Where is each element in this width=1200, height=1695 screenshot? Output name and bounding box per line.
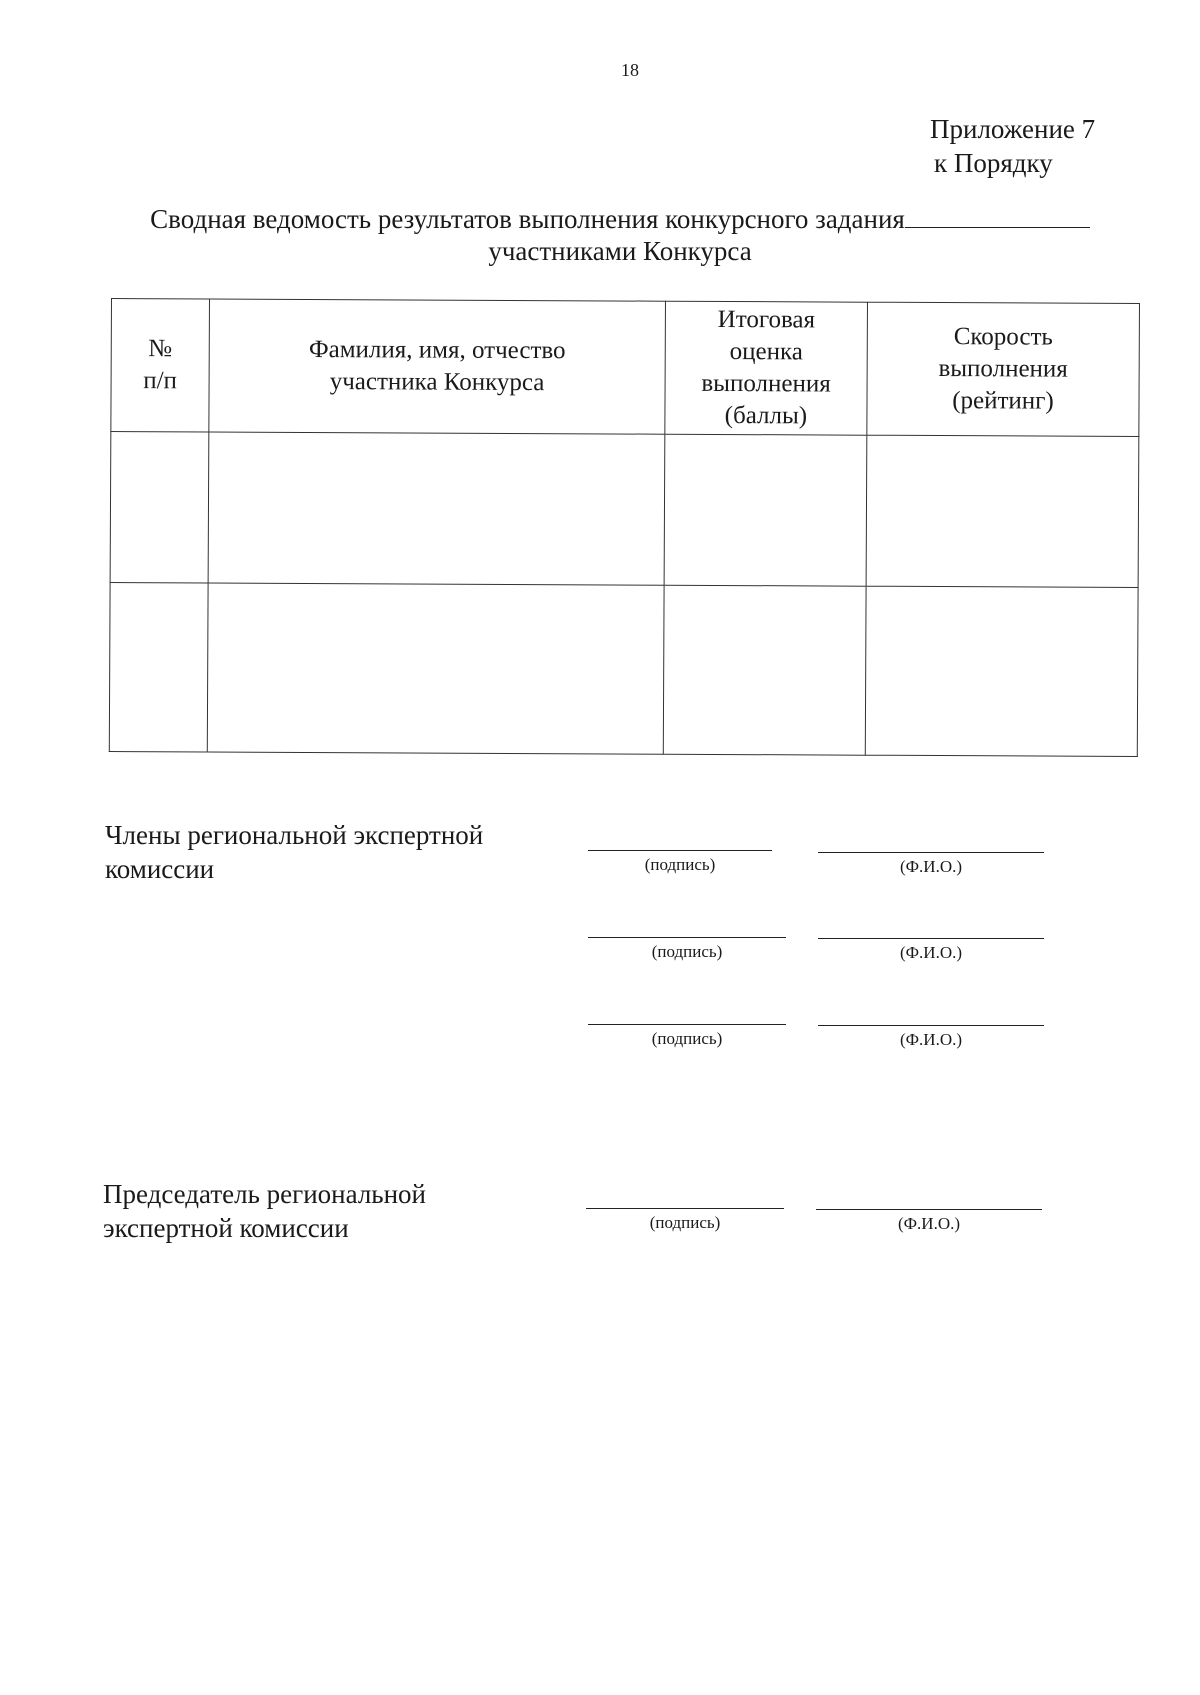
results-table [109,298,1140,757]
table-header-row [111,299,1140,437]
table-cell[interactable] [207,583,664,754]
members-label: Члены региональной экспертной комиссии [105,820,484,884]
signature-caption: (подпись) [644,855,716,874]
appendix-line-2: к Порядку [934,148,1053,178]
header-number: № п/п [111,299,210,432]
table-cell[interactable] [664,434,867,586]
signature-line[interactable] [588,850,772,851]
table-cell[interactable] [866,435,1139,587]
table-row [109,582,1138,756]
title-line-1: Сводная ведомость результатов выполнения конкурсного задания [150,204,905,234]
name-line[interactable] [818,938,1044,939]
title-blank-line [905,205,1090,228]
signature-caption: (подпись) [651,942,723,961]
signature-caption: (подпись) [649,1213,721,1232]
appendix-reference [930,112,1095,180]
table-row [110,432,1139,588]
name-line[interactable] [818,1025,1044,1026]
name-caption: (Ф.И.О.) [899,857,963,876]
name-line[interactable] [816,1209,1042,1210]
signature-line[interactable] [588,937,786,938]
signature-caption: (подпись) [651,1029,723,1048]
chairman-label: Председатель региональной экспертной комиссии [103,1179,427,1243]
document-title [100,203,1140,267]
page-number: 18 [621,60,639,80]
header-participant-name: Фамилия, имя, отчество участника Конкурса [209,299,666,434]
table-cell[interactable] [109,582,208,751]
signature-line[interactable] [586,1208,784,1209]
header-speed-rating: Скорость выполнения (рейтинг) [867,302,1140,436]
appendix-line-1: Приложение 7 [930,114,1096,144]
header-final-score: Итоговая оценка выполнения (баллы) [665,301,868,435]
table-cell[interactable] [110,432,209,583]
name-line[interactable] [818,852,1044,853]
signature-line[interactable] [588,1024,786,1025]
table-cell[interactable] [865,586,1138,756]
name-caption: (Ф.И.О.) [897,1214,961,1233]
table-cell[interactable] [208,432,665,585]
name-caption: (Ф.И.О.) [899,1030,963,1049]
title-line-2: участниками Конкурса [488,236,752,266]
name-caption: (Ф.И.О.) [899,943,963,962]
table-cell[interactable] [663,585,866,755]
